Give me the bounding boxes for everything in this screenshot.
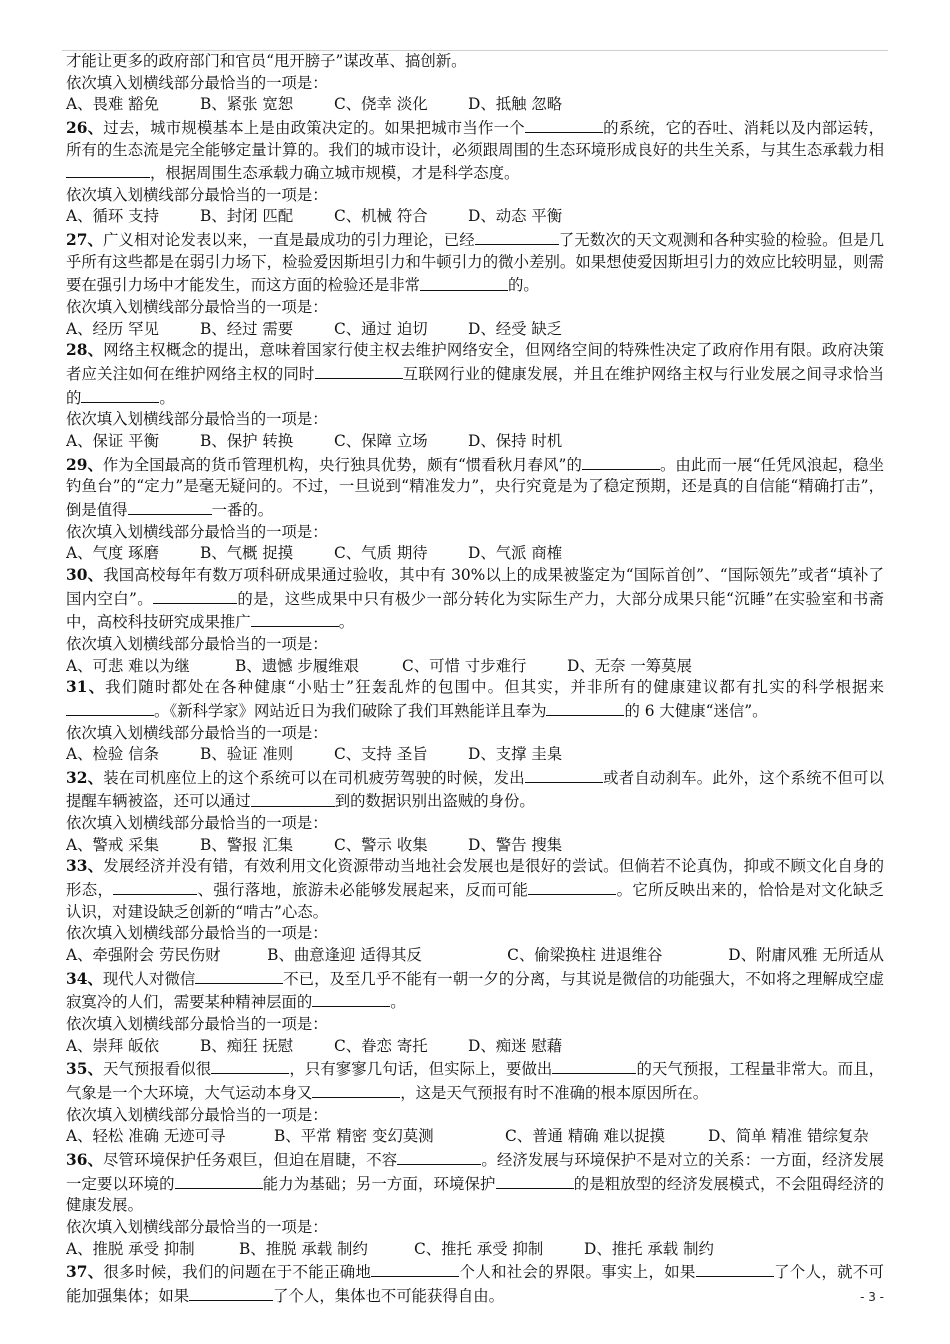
question-text — [66, 967, 884, 1015]
question-27 — [66, 228, 884, 340]
answer-blank — [582, 453, 660, 470]
question-segment: 过去，城市规模基本上是由政策决定的。如果把城市当作一个 — [103, 118, 525, 137]
option-d: D、附庸风雅 无所适从 — [728, 945, 884, 964]
question-text — [66, 340, 884, 409]
question-segment: 了无数次的天文观测和各种实验的检验。但是几乎所有这些都是在弱引力场下，检验爱因斯坦引力和牛顿引力的微小差别。如果想使爱因斯坦引力的效应比较明显，则需要在强引力场中才能发生，而这方面的检验还是非常 — [66, 231, 884, 295]
option-d: D、抵触 忽略 — [468, 95, 563, 114]
carryover-text: 才能让更多的政府部门和官员“甩开膀子”谋改革、搞创新。 — [66, 52, 467, 70]
question-segment: 一番的。 — [211, 501, 274, 520]
question-28 — [66, 340, 884, 452]
question-number: 27、 — [66, 231, 104, 250]
question-segment: ，这是天气预报有时不准确的根本原因所在。 — [400, 1084, 709, 1103]
answer-blank — [696, 1260, 774, 1277]
question-instruction: 依次填入划横线部分最恰当的一项是： — [66, 723, 328, 742]
question-segment: 发展经济并没有错，有效利用文化资源带动当地社会发展也是很好的尝试。但倘若不论真伪，抑或不顾文化自身的形态， — [66, 857, 884, 900]
question-segment: 天气预报看似很 — [102, 1060, 212, 1079]
question-instruction: 依次填入划横线部分最恰当的一项是： — [66, 635, 328, 653]
question-text — [66, 1057, 884, 1105]
question-34 — [66, 967, 884, 1058]
option-c: C、可惜 寸步难行 — [402, 656, 527, 675]
question-segment: 。《新科学家》网站近日为我们破除了我们耳熟能详且奉为 — [154, 701, 547, 720]
question-37 — [66, 1260, 884, 1308]
option-d: D、无奈 一筹莫展 — [567, 656, 692, 675]
answer-blank — [251, 789, 335, 806]
option-d: D、动态 平衡 — [468, 207, 563, 226]
question-33 — [66, 856, 884, 966]
question-30 — [66, 565, 884, 677]
answer-blank — [475, 228, 559, 245]
answer-blank — [312, 1081, 400, 1098]
question-instruction: 依次填入划横线部分最恰当的一项是： — [66, 1015, 328, 1034]
question-segment: 个人和社会的界限。事实上，如果 — [459, 1263, 696, 1282]
answer-options — [66, 744, 884, 766]
question-text — [66, 766, 884, 814]
question-text — [66, 565, 884, 634]
question-segment: 我们随时都处在各种健康“小贴士”狂轰乱炸的包围中。但其实，并非所有的健康建议都有扎实的科学根据来 — [105, 678, 884, 697]
question-text — [66, 1260, 884, 1308]
question-segment: 。经济发展与环境保护不是对立的关系：一方面，经济发展一定要以环境的 — [66, 1151, 884, 1193]
option-d: D、经受 缺乏 — [468, 319, 563, 338]
question-instruction: 依次填入划横线部分最恰当的一项是： — [66, 410, 328, 429]
option-a: A、循环 支持 — [66, 207, 159, 226]
answer-blank — [496, 1172, 574, 1189]
question-text — [66, 116, 884, 185]
option-d: D、保持 时机 — [468, 432, 563, 451]
question-29 — [66, 453, 884, 565]
question-number: 28、 — [66, 341, 104, 360]
question-text — [66, 228, 884, 297]
question-segment: 或者自动刹车。此外，这个系统不但可以提醒车辆被盗，还可以通过 — [66, 768, 884, 811]
question-segment: 了个人，就不可能加强集体；如果 — [66, 1263, 884, 1306]
answer-options — [66, 1036, 884, 1058]
answer-blank — [528, 878, 616, 895]
answer-options — [66, 543, 884, 565]
question-32 — [66, 766, 884, 857]
question-segment: ，根据周围生态承载力确立城市规模，才是科学态度。 — [150, 164, 520, 183]
option-b: B、气概 捉摸 — [200, 544, 294, 563]
option-c: C、普通 精确 难以捉摸 — [505, 1127, 666, 1146]
option-c: C、保障 立场 — [334, 432, 428, 451]
option-a: A、气度 琢磨 — [66, 544, 159, 563]
answer-options — [66, 656, 884, 678]
option-d: D、推托 承载 制约 — [584, 1239, 714, 1258]
option-c: C、气质 期待 — [334, 544, 428, 563]
question-segment: 的系统，它的吞吐、消耗以及内部运转，所有的生态流是完全能够定量计算的。我们的城市设计，必须跟周围的生态环境形成良好的共生关系，与其生态承载力相 — [66, 118, 884, 159]
question-segment: 、强行落地，旅游未必能够发展起来，反而可能 — [197, 881, 529, 900]
question-number: 37、 — [66, 1263, 104, 1282]
question-segment: 。 — [390, 993, 406, 1012]
option-d: D、简单 精准 错综复杂 — [708, 1127, 869, 1146]
question-segment: 。由此而一展“任凭风浪起，稳坐钓鱼台”的“定力”是毫无疑问的。不过，一旦说到“精准发力”，央行究竟是为了稳定预期，还是真的自信能“精确打击”，倒是值得 — [66, 455, 884, 520]
question-segment: 的是，这些成果中只有极少一部分转化为实际生产力，大部分成果只能“沉睡”在实验室和书斋中，高校科技研究成果推广 — [66, 589, 884, 632]
option-a: A、警戒 采集 — [66, 835, 159, 854]
option-b: B、平常 精密 变幻莫测 — [274, 1127, 434, 1146]
question-segment: 我国高校每年有数万项科研成果通过验收，其中有 30%以上的成果被鉴定为“国际首创”、“国际领先”或者“填补了国内空白”。 — [66, 565, 884, 608]
option-a: A、畏难 豁免 — [66, 95, 159, 114]
option-b: B、警报 汇集 — [200, 835, 294, 854]
option-b: B、紧张 宽恕 — [200, 95, 294, 114]
question-instruction: 依次填入划横线部分最恰当的一项是： — [66, 298, 328, 317]
answer-options — [66, 1126, 884, 1148]
answer-blank — [128, 498, 212, 515]
question-segment: 的天气预报，工程量非常大。而且，气象是一个大环境，大气运动本身又 — [66, 1060, 884, 1103]
question-segment: 的 6 大健康“迷信”。 — [624, 701, 768, 720]
question-instruction: 依次填入划横线部分最恰当的一项是： — [66, 1105, 328, 1124]
question-segment: 了个人，集体也不可能获得自由。 — [273, 1287, 505, 1306]
question-segment: 不已，及至几乎不能有一朝一夕的分离，与其说是微信的功能强大，不如将之理解成空虚寂寞冷的人们，需要某种精神层面的 — [66, 969, 884, 1012]
page-content — [66, 51, 884, 1308]
question-segment: 很多时候，我们的问题在于不能正确地 — [103, 1263, 372, 1282]
option-b: B、经过 需要 — [200, 319, 294, 338]
option-c: C、通过 迫切 — [334, 319, 428, 338]
answer-blank — [195, 967, 283, 984]
answer-blank — [113, 878, 197, 895]
answer-blank — [211, 1057, 289, 1074]
answer-blank — [420, 273, 508, 290]
question-segment: 装在司机座位上的这个系统可以在司机疲劳驾驶的时候，发出 — [103, 768, 525, 787]
question-31 — [66, 677, 884, 766]
answer-options — [66, 319, 884, 341]
question-number: 31、 — [66, 678, 106, 697]
answer-options — [66, 431, 884, 453]
option-a: A、推脱 承受 抑制 — [66, 1239, 195, 1258]
question-segment: 互联网行业的健康发展，并且在维护网络主权与行业发展之间寻求恰当的 — [66, 365, 884, 407]
option-b: B、封闭 匹配 — [200, 207, 294, 226]
question-segment: 作为全国最高的货币管理机构，央行独具优势，颇有“惯看秋月春风”的 — [102, 455, 582, 474]
question-number: 30、 — [66, 565, 104, 584]
question-number: 33、 — [66, 857, 104, 876]
option-b: B、遗憾 步履维艰 — [235, 656, 359, 675]
question-instruction: 依次填入划横线部分最恰当的一项是： — [66, 522, 328, 541]
question-list — [66, 116, 884, 1308]
option-b: B、验证 准则 — [200, 745, 294, 764]
option-c: C、机械 符合 — [334, 207, 428, 226]
question-number: 32、 — [66, 768, 104, 787]
question-text — [66, 453, 884, 522]
question-number: 34、 — [66, 969, 103, 988]
q25-options — [66, 94, 884, 116]
option-c: C、偷梁换柱 进退维谷 — [507, 945, 663, 964]
answer-options — [66, 1239, 884, 1261]
question-segment: 广义相对论发表以来，一直是最成功的引力理论，已经 — [103, 231, 475, 250]
question-segment: 到的数据识别出盗贼的身份。 — [334, 792, 535, 811]
question-segment: 的是粗放型的经济发展模式，不会阻碍经济的健康发展。 — [66, 1174, 884, 1215]
option-c: C、眷恋 寄托 — [334, 1036, 428, 1055]
answer-blank — [397, 1148, 481, 1165]
answer-blank — [546, 699, 624, 716]
answer-options — [66, 945, 884, 967]
option-b: B、保护 转换 — [200, 432, 294, 451]
question-segment: 网络主权概念的提出，意味着国家行使主权去维护网络安全，但网络空间的特殊性决定了政府作用有限。政府决策者应关注如何在维护网络主权的同时 — [66, 341, 884, 384]
question-text — [66, 856, 884, 923]
question-instruction: 依次填入划横线部分最恰当的一项是： — [66, 924, 328, 943]
question-number: 35、 — [66, 1060, 103, 1079]
option-c: C、推托 承受 抑制 — [414, 1239, 544, 1258]
option-a: A、检验 信条 — [66, 745, 159, 764]
answer-blank — [66, 699, 154, 716]
option-d: D、痴迷 慰藉 — [468, 1036, 563, 1055]
question-number: 29、 — [66, 455, 103, 474]
option-c: C、支持 圣旨 — [334, 745, 428, 764]
question-number: 36、 — [66, 1151, 104, 1170]
question-segment: 尽管环境保护任务艰巨，但迫在眉睫，不容 — [103, 1151, 398, 1170]
option-a: A、崇拜 皈依 — [66, 1036, 159, 1055]
option-d: D、支撑 圭臬 — [468, 745, 563, 764]
question-36 — [66, 1148, 884, 1260]
answer-blank — [251, 610, 339, 627]
option-b: B、推脱 承载 制约 — [239, 1239, 368, 1258]
option-d: D、警告 搜集 — [468, 835, 563, 854]
question-segment: 能力为基础；另一方面，环境保护 — [262, 1174, 496, 1193]
answer-blank — [525, 766, 603, 783]
answer-blank — [153, 587, 237, 604]
answer-blank — [315, 362, 403, 379]
question-segment: 的。 — [508, 276, 539, 295]
answer-blank — [81, 386, 159, 403]
answer-blank — [371, 1260, 459, 1277]
option-a: A、轻松 准确 无迹可寻 — [66, 1127, 226, 1146]
page-number: - 3 - — [860, 1290, 884, 1304]
answer-blank — [189, 1284, 273, 1301]
question-text — [66, 1148, 884, 1217]
question-instruction: 依次填入划横线部分最恰当的一项是： — [66, 814, 328, 833]
answer-blank — [552, 1057, 636, 1074]
option-a: A、保证 平衡 — [66, 432, 159, 451]
answer-blank — [312, 990, 390, 1007]
question-segment: 。 — [159, 388, 175, 407]
question-35 — [66, 1057, 884, 1148]
question-text — [66, 677, 884, 722]
question-segment: 。它所反映出来的，恰恰是对文化缺乏认识，对建设缺乏创新的“啃古”心态。 — [66, 881, 884, 921]
option-c: C、侥幸 淡化 — [334, 95, 428, 114]
question-number: 26、 — [66, 118, 104, 137]
option-d: D、气派 商榷 — [468, 544, 563, 563]
option-a: A、牵强附会 劳民伤财 — [66, 945, 221, 964]
option-a: A、可悲 难以为继 — [66, 656, 190, 675]
question-segment: 。 — [338, 613, 355, 632]
question-26 — [66, 116, 884, 228]
option-a: A、经历 罕见 — [66, 319, 159, 338]
option-b: B、痴狂 抚慰 — [200, 1036, 294, 1055]
answer-options — [66, 206, 884, 228]
option-b: B、曲意逢迎 适得其反 — [267, 945, 422, 964]
question-instruction: 依次填入划横线部分最恰当的一项是： — [66, 1218, 328, 1236]
question-instruction: 依次填入划横线部分最恰当的一项是： — [66, 185, 328, 204]
answer-blank — [66, 161, 150, 178]
option-c: C、警示 收集 — [334, 835, 428, 854]
question-instruction: 依次填入划横线部分最恰当的一项是： — [66, 73, 328, 92]
answer-options — [66, 835, 884, 857]
question-segment: 现代人对微信 — [102, 969, 196, 988]
answer-blank — [525, 116, 603, 133]
answer-blank — [175, 1172, 263, 1189]
question-segment: ，只有寥寥几句话，但实际上，要做出 — [289, 1060, 553, 1079]
